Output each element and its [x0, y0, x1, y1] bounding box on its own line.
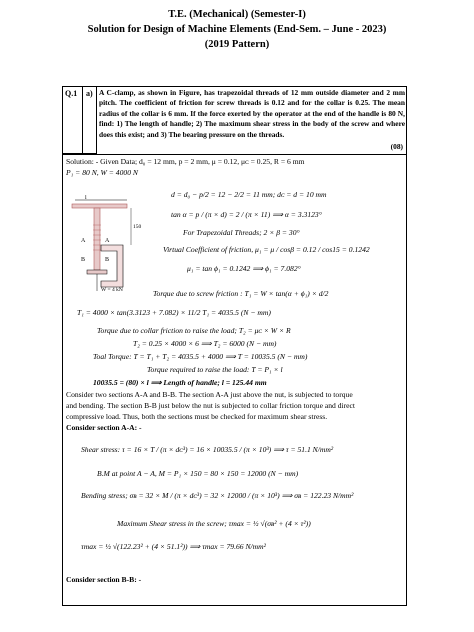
eq-bending-stress: Bending stress; σʙ = 32 × M / (π × dᴄ³) = 32 × 12000 / (π × 10³) ⟹ σʙ = 122.23 N/mm² [81, 491, 354, 500]
text-sections-3: compressive load. Thus, both the sections must be checked for maximum shear stress. [66, 412, 328, 421]
eq-helix-angle: tan α = p / (π × d) = 2 / (π × 11) ⟹ α = 3.3123° [171, 210, 322, 219]
eq-trapezoidal: For Trapezoidal Threads; 2 × β = 30° [183, 228, 300, 237]
question-divider [63, 154, 406, 155]
heading-section-bb: Consider section B-B: - [66, 575, 142, 584]
header-title: Solution for Design of Machine Elements (End-Sem. – June - 2023) [87, 24, 387, 35]
question-table [62, 86, 407, 606]
solution-given: Solution: - Given Data; d₀ = 12 mm, p = 2 mm, μ = 0.12, μᴄ = 0.25, R = 6 mm [66, 157, 305, 166]
c-clamp-figure [67, 195, 157, 305]
figure-label-b-right: B [105, 257, 110, 263]
figure-label-l: l [85, 195, 87, 201]
figure-label-a-right: A [105, 238, 110, 244]
figure-label-w: W = 4 kN [101, 287, 123, 293]
question-number: Q.1 [63, 87, 83, 154]
eq-friction-angle: μ₁ = tan ϕ₁ = 0.1242 ⟹ ϕ₁ = 7.082° [187, 264, 301, 273]
eq-screw-torque: Torque due to screw friction : T₁ = W × tan(α + ϕ₁) × d/2 [153, 289, 329, 298]
figure-label-150: 150 [133, 224, 142, 230]
eq-collar-torque: Torque due to collar friction to raise the load; T₂ = μᴄ × W × R [97, 326, 291, 335]
eq-torque-required: Torque required to raise the load: T = P₁ × l [147, 365, 283, 374]
question-text: A C-clamp, as shown in Figure, has trapezoidal threads of 12 mm outside diameter and 2 mm pitch. The coefficient of friction for screw threads is 0.12 and for the collar is 0.25. The mean radius of the collar is 6 mm. If the force exerted by the operator at the end of the handle is 80 N, find: 1) The length of handle; 2) The maximum shear stress in the body of the screw and where does this exist; and 3) The bearing pressure on the threads. [99, 88, 405, 139]
question-part: a) [83, 87, 97, 154]
eq-max-shear-formula: Maximum Shear stress in the screw; τmax = ½ √(σʙ² + (4 × τ²)) [117, 519, 311, 528]
eq-handle-length: 10035.5 = (80) × l ⟹ Length of handle; l = 125.44 mm [93, 378, 267, 387]
solution-given-loads: P₁ = 80 N, W = 4000 N [66, 168, 138, 177]
eq-total-torque: Toal Torque: T = T₁ + T₂ = 4035.5 + 4000 ⟹ T = 10035.5 (N − mm) [93, 352, 308, 361]
heading-section-aa: Consider section A-A: - [66, 423, 142, 432]
eq-virtual-friction: Virtual Coefficient of friction, μ₁ = μ / cosβ = 0.12 / cos15 = 0.1242 [163, 245, 370, 254]
eq-shear-stress: Shear stress: τ = 16 × T / (π × dᴄ³) = 16 × 10035.5 / (π × 10³) ⟹ τ = 51.1 N/mm² [81, 445, 334, 454]
eq-bending-moment: B.M at point A − A, M = P₁ × 150 = 80 × 150 = 12000 (N − mm) [97, 469, 299, 478]
figure-label-b-left: B [81, 257, 86, 263]
eq-screw-torque-value: T₁ = 4000 × tan(3.3123 + 7.082) × 11/2 T₁ = 4035.5 (N − mm) [77, 308, 271, 317]
question-marks: (08) [390, 142, 403, 151]
figure-label-a-left: A [81, 238, 86, 244]
text-sections-1: Consider two sections A-A and B-B. The section A-A just above the nut, is subjected to torque [66, 390, 353, 399]
header-pattern: (2019 Pattern) [204, 39, 270, 50]
eq-max-shear-value: τmax = ½ √(122.23² + (4 × 51.1²)) ⟹ τmax = 79.66 N/mm² [81, 542, 266, 551]
eq-mean-diameter: d = d₀ − p/2 = 12 − 2/2 = 11 mm; dᴄ = d = 10 mm [171, 190, 327, 199]
text-sections-2: and bending. The section B-B just below the nut is subjected to collar friction torque and direct [66, 401, 355, 410]
eq-collar-torque-value: T₂ = 0.25 × 4000 × 6 ⟹ T₂ = 6000 (N − mm) [133, 339, 277, 348]
header-course: T.E. (Mechanical) (Semester-I) [168, 9, 306, 20]
